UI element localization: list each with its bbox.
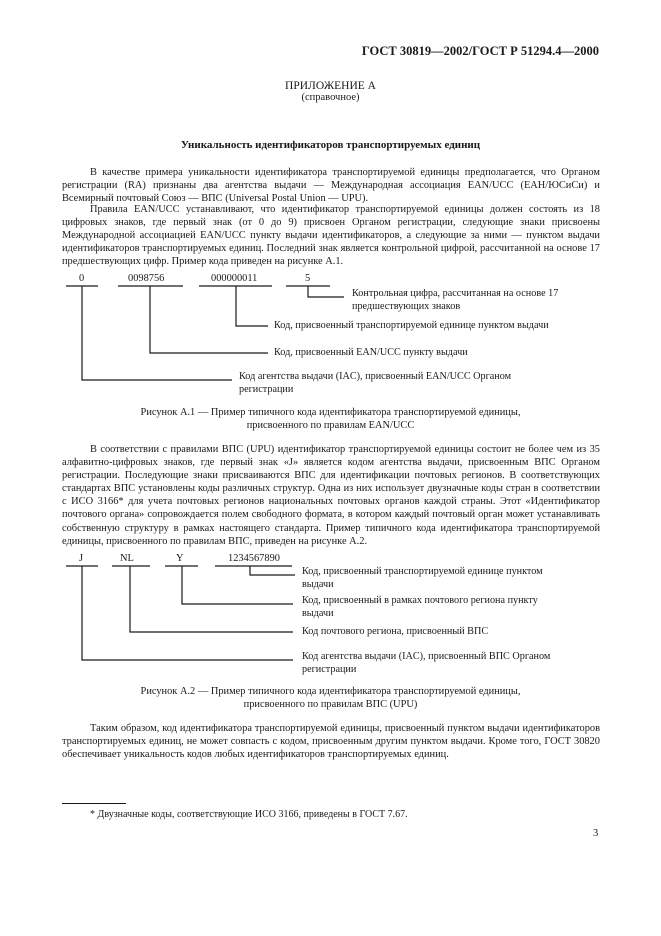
figure-2-caption: Рисунок А.2 — Пример типичного кода идентификатора транспортируемой единицы, присвоенного по правилам ВПС (UPU)	[140, 686, 521, 710]
fig1-label-check: Контрольная цифра, рассчитанная на основе 17 предшествующих знаков	[352, 288, 559, 312]
figure-1-caption: Рисунок А.1 — Пример типичного кода идентификатора транспортируемой единицы, присвоенного по правилам EAN/UCC	[140, 407, 521, 431]
footnote: * Двузначные коды, соответствующие ИСО 3166, приведены в ГОСТ 7.67.	[90, 809, 408, 820]
fig1-code-ean-point: 0098756	[128, 273, 165, 284]
fig1-code-unit: 000000011	[211, 273, 258, 284]
paragraph-3: В соответствии с правилами ВПС (UPU) идентификатор транспортируемой единицы состоит не более чем из 35 алфавитно-цифровых знаков, где первый знак «J» является кодом агентства выдачи, присвоенным ВПС Органом регистрации. Последующие знаки присваиваются ВПС для идентификации почтовых регионов. В соответствующих стандартах ВПС установлены коды различных структур. Одна из них использует двузначные коды стран в соответствии с ИСО 3166* для учета почтовых регионов национальных почтовых органов каждой страны. Этот «Идентификатор почтового органа» сопровождается полем свободного формата, в котором каждый почтовый орган может устанавливать собственную структуру в рамках настоящего стандарта. Пример типичного кода идентификатора транспортируемой единицы, присвоенного по правилам ВПС, приведен на рисунке А.2.	[62, 444, 600, 547]
appendix-title: ПРИЛОЖЕНИЕ А	[285, 80, 376, 92]
section-title: Уникальность идентификаторов транспортируемых единиц	[180, 139, 481, 151]
page-number: 3	[593, 828, 599, 839]
fig2-code-region-point: Y	[176, 553, 184, 564]
document-header: ГОСТ 30819—2002/ГОСТ Р 51294.4—2000	[361, 44, 599, 58]
footnote-separator	[62, 803, 126, 804]
fig2-code-unit: 1234567890	[228, 553, 280, 564]
fig2-label-region-point: Код, присвоенный в рамках почтового региона пункту выдачи	[302, 595, 538, 619]
fig2-label-region: Код почтового региона, присвоенный ВПС	[302, 626, 489, 637]
fig2-label-unit: Код, присвоенный транспортируемой единице пунктом выдачи	[302, 566, 543, 590]
fig1-code-check: 5	[305, 273, 311, 284]
fig2-code-agency: J	[79, 553, 84, 564]
appendix-subtitle: (справочное)	[301, 92, 360, 103]
fig1-label-unit: Код, присвоенный транспортируемой единице пунктом выдачи	[274, 320, 549, 331]
fig2-code-region: NL	[120, 553, 134, 564]
paragraph-1: В качестве примера уникальности идентификатора транспортируемой единицы предполагается, что Органом регистрации (RA) признаны два агентства выдачи — Международная ассоциация EAN/UCC (ЕАН/ЮСиСи) и Всемирный почтовый Союз — ВПС (Universal Postal Union — UPU).	[62, 167, 600, 205]
paragraph-4: Таким образом, код идентификатора транспортируемой единицы, присвоенный пунктом выдачи идентификаторов транспортируемых единиц, не может совпасть с кодом, присвоенным другим пунктом выдачи. Кроме того, ГОСТ 30820 обеспечивает уникальность кодов любых идентификаторов транспортируемых единиц.	[62, 723, 600, 761]
fig2-label-iac: Код агентства выдачи (IAC), присвоенный ВПС Органом регистрации	[302, 651, 551, 675]
fig1-code-agency: 0	[79, 273, 85, 284]
paragraph-2: Правила EAN/UCC устанавливают, что идентификатор транспортируемой единицы должен состоять из 18 цифровых знаков, где первый знак (от 0 до 9) присвоен Органом регистрации, следующие знаки присвоены Международной ассоциацией EAN/UCC пункту выдачи идентификаторов, а следующие за ними — пунктом выдачи идентификаторов транспортируемых единиц. Последний знак является контрольной цифрой, рассчитанной на основе 17 предшествующих цифр. Пример кода приведен на рисунке А.1.	[62, 204, 600, 268]
fig1-label-ean: Код, присвоенный EAN/UCC пункту выдачи	[274, 347, 468, 358]
fig1-label-iac: Код агентства выдачи (IAC), присвоенный EAN/UCC Органом регистрации	[239, 371, 512, 395]
